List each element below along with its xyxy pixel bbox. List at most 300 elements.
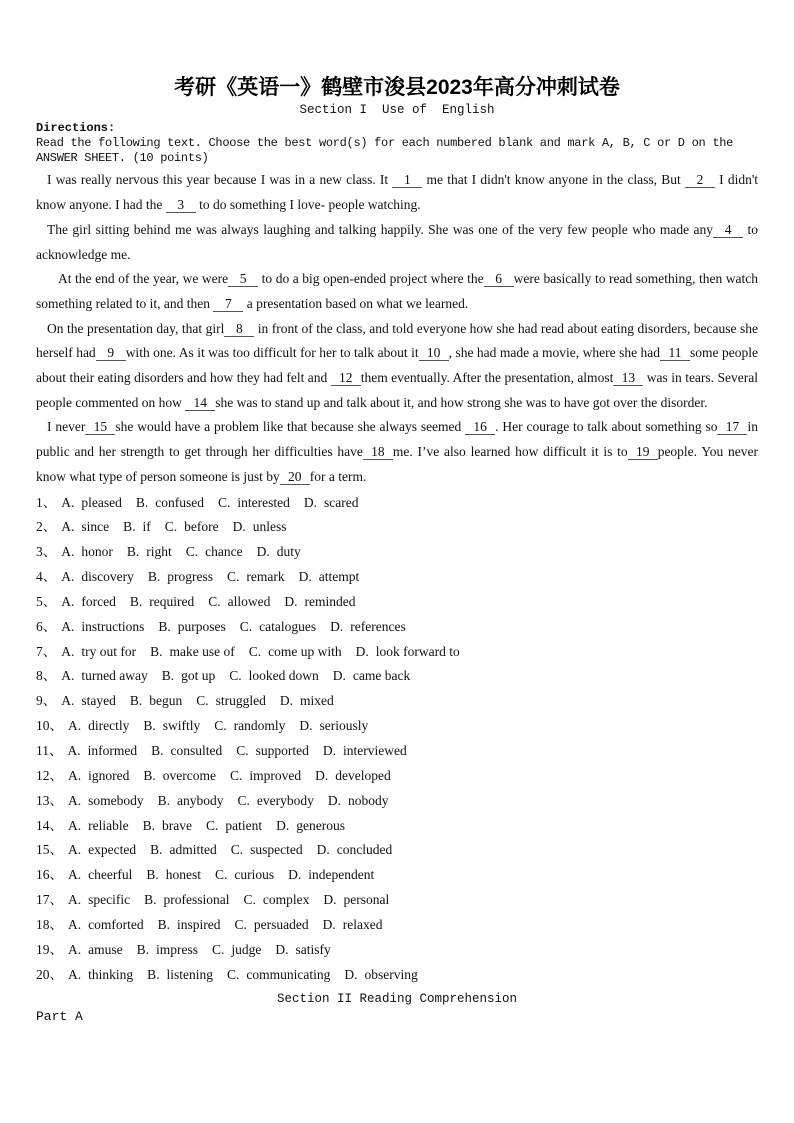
option-text: curious [234,867,275,883]
option-letter: B. [144,892,157,908]
cloze-blank-18: 18 [363,444,393,460]
option-text: expected [88,842,137,858]
option-d [288,867,374,882]
option-letter: A. [68,792,82,808]
option-d [323,743,407,758]
option-letter: B. [150,842,163,858]
option-letter: B. [135,494,149,510]
option-text: right [146,544,172,560]
section2-heading: Section II Reading Comprehension [276,992,518,1007]
option-text: concluded [336,842,393,858]
option-b [162,668,216,683]
option-d [356,644,460,659]
option-letter: B. [136,941,150,957]
option-d [275,942,330,957]
option-letter: A. [68,867,82,883]
option-b [143,818,192,833]
question-row [36,491,758,516]
cloze-blank-8: 8 [224,321,254,337]
option-text: satisfy [295,941,331,957]
option-a [61,594,116,609]
question-number: 1、 [36,494,57,510]
option-b [143,768,216,783]
question-row [36,540,758,565]
option-letter: B. [143,718,156,734]
option-text: seriously [319,718,369,734]
question-row [36,863,758,888]
option-text: references [350,618,406,634]
option-text: unless [252,519,287,535]
option-text: struggled [215,693,266,709]
option-c [227,967,330,982]
option-letter: C. [236,742,249,758]
cloze-blank-6: 6 [484,271,514,287]
option-letter: A. [68,966,82,982]
option-a [61,644,136,659]
question-number: 3、 [36,544,57,560]
question-number: 9、 [36,693,57,709]
cloze-blank-1: 1 [392,172,422,188]
option-a [61,569,134,584]
option-text: got up [181,668,216,684]
passage-paragraph: At the end of the year, we were 5 to do a big open-ended project where the 6 were basically to read something, then watch something related to it, and then 7 a presentation based on what we learned. [36,271,759,311]
option-text: if [142,519,151,535]
option-c [186,544,243,559]
option-text: interested [237,494,290,510]
option-b [150,644,235,659]
option-text: confused [155,494,204,510]
question-row [36,640,758,665]
option-a [68,892,130,907]
option-a [61,693,116,708]
option-text: everybody [256,792,314,808]
option-d [315,768,391,783]
question-number: 18、 [36,916,63,932]
option-text: duty [276,544,301,560]
option-letter: C. [227,569,240,585]
option-letter: A. [61,668,75,684]
option-letter: D. [344,966,358,982]
option-text: make use of [169,643,235,659]
section1-heading: Section I Use of English [299,103,495,117]
option-letter: C. [227,966,240,982]
option-letter: A. [68,842,82,858]
option-d [328,793,389,808]
question-number: 2、 [36,519,57,535]
option-c [165,519,219,534]
passage-paragraph: The girl sitting behind me was always laughing and talking happily. She was one of the very few people who made any 4 to acknowledge me. [36,221,758,262]
option-letter: D. [330,618,344,634]
option-text: came back [352,668,411,684]
option-text: independent [308,867,375,883]
question-number: 20、 [36,966,63,982]
question-number: 6、 [36,618,57,634]
cloze-blank-5: 5 [228,271,258,287]
option-letter: B. [129,593,143,609]
cloze-blank-3: 3 [166,197,196,213]
passage [36,168,758,489]
option-text: remark [246,569,285,585]
directions-label: Directions: [36,121,116,135]
question-row [36,590,758,615]
option-text: pleased [81,494,122,510]
option-letter: B. [161,668,175,684]
cloze-blank-19: 19 [628,444,658,460]
option-a [68,793,144,808]
option-text: supported [255,742,309,758]
option-letter: D. [323,892,337,908]
option-text: directly [88,718,130,734]
option-text: catalogues [259,618,317,634]
option-letter: A. [68,767,82,783]
option-a [61,495,122,510]
option-text: improved [249,767,302,783]
option-text: communicating [246,966,331,982]
option-letter: D. [316,842,330,858]
option-b [144,892,229,907]
option-c [215,867,274,882]
question-row [36,615,758,640]
question-row [36,764,758,789]
option-letter: B. [158,618,171,634]
option-letter: C. [196,693,209,709]
option-text: instructions [81,618,145,634]
option-text: specific [88,892,131,908]
option-letter: B. [143,767,156,783]
option-c [235,917,309,932]
option-text: scared [323,494,359,510]
option-c [238,793,314,808]
question-number: 8、 [36,668,57,684]
option-a [68,967,133,982]
option-c [214,718,285,733]
option-text: admitted [169,842,217,858]
option-letter: C. [229,668,242,684]
option-b [137,942,198,957]
option-a [68,842,136,857]
option-letter: C. [164,519,178,535]
question-row [36,664,758,689]
option-text: somebody [88,792,144,808]
option-c [227,569,285,584]
question-row [36,739,758,764]
option-text: complex [262,892,310,908]
option-letter: B. [150,643,163,659]
option-letter: D. [322,742,337,758]
option-letter: C. [185,544,199,560]
option-text: overcome [162,767,216,783]
option-text: honor [81,544,113,560]
option-letter: A. [61,544,75,560]
part-a-label: Part A [36,1009,83,1025]
option-letter: D. [299,718,313,734]
question-number: 7、 [36,643,57,659]
cloze-blank-2: 2 [685,172,715,188]
cloze-blank-16: 16 [465,419,495,435]
option-text: thinking [88,966,134,982]
option-a [61,519,109,534]
option-letter: B. [129,693,143,709]
option-text: randomly [233,718,286,734]
option-text: observing [364,966,418,982]
option-a [61,619,144,634]
option-letter: D. [315,767,329,783]
option-letter: A. [61,494,75,510]
option-text: inspired [177,916,221,932]
option-a [68,818,129,833]
option-text: progress [167,569,213,585]
option-letter: D. [284,593,298,609]
option-letter: A. [61,643,75,659]
option-text: patient [225,817,263,833]
cloze-blank-14: 14 [185,395,215,411]
option-c [212,942,261,957]
question-row [36,565,758,590]
option-d [323,917,383,932]
option-text: come up with [268,643,342,659]
option-c [249,644,342,659]
option-c [243,892,309,907]
option-text: since [81,519,110,535]
option-text: consulted [170,742,223,758]
option-text: relaxed [342,916,383,932]
option-text: attempt [318,569,360,585]
option-c [218,495,290,510]
option-b [158,917,221,932]
option-b [123,519,151,534]
option-d [280,693,334,708]
question-row [36,938,758,963]
option-text: chance [205,544,243,560]
option-d [323,892,389,907]
option-letter: B. [157,792,171,808]
option-c [230,768,301,783]
cloze-blank-15: 15 [85,419,115,435]
option-letter: D. [332,668,346,684]
option-letter: C. [239,618,253,634]
option-letter: C. [237,792,250,808]
option-text: cheerful [88,867,133,883]
cloze-blank-7: 7 [213,296,243,312]
option-letter: B. [123,519,136,535]
option-letter: C. [230,842,244,858]
option-text: looked down [248,668,319,684]
option-c [196,693,266,708]
option-c [236,743,309,758]
option-letter: A. [61,519,75,535]
question-row [36,689,758,714]
option-letter: B. [147,966,160,982]
option-b [136,495,204,510]
cloze-blank-4: 4 [713,222,743,238]
option-letter: A. [61,693,75,709]
option-text: reliable [88,817,129,833]
page-title: 考研《英语一》鹤壁市浚县2023年高分冲刺试卷 [174,76,620,99]
option-text: personal [343,892,390,908]
directions-body: Read the following text. Choose the best word(s) for each numbered blank and mark A, B, C or D on the ANSWER SHEET. (10 points) [36,136,734,166]
option-letter: C. [205,817,219,833]
option-letter: D. [232,519,246,535]
option-text: amuse [88,941,123,957]
option-text: discovery [81,569,134,585]
option-letter: A. [61,569,75,585]
option-letter: D. [275,941,289,957]
passage-paragraph: I was really nervous this year because I was in a new class. It 1 me that I didn't know anyone in the class, But 2 I didn't know anyone. I had the 3 to do something I love- people watching. [36,172,759,213]
question-number: 19、 [36,941,63,957]
option-letter: D. [355,643,369,659]
option-d [233,519,287,534]
option-text: turned away [81,668,148,684]
option-letter: C. [217,494,231,510]
option-d [299,718,368,733]
option-letter: A. [61,618,75,634]
option-letter: C. [248,643,262,659]
option-text: anybody [177,792,224,808]
question-list [36,491,758,988]
question-row [36,789,758,814]
option-a [68,743,138,758]
option-letter: D. [327,792,342,808]
cloze-blank-17: 17 [717,419,747,435]
question-number: 13、 [36,792,63,808]
option-letter: B. [151,742,164,758]
question-row [36,913,758,938]
cloze-blank-13: 13 [613,370,643,386]
option-text: persuaded [253,916,309,932]
option-b [146,867,201,882]
cloze-blank-20: 20 [280,469,310,485]
option-text: impress [156,941,199,957]
option-text: forced [81,593,116,609]
option-text: nobody [348,792,389,808]
question-number: 4、 [36,569,57,585]
option-text: comforted [88,916,144,932]
question-number: 17、 [36,892,63,908]
option-letter: D. [256,544,270,560]
directions-block [36,121,758,166]
option-text: brave [162,817,192,833]
option-letter: A. [68,941,82,957]
option-text: informed [87,742,138,758]
option-letter: C. [243,892,256,908]
option-letter: D. [298,569,312,585]
question-row [36,888,758,913]
option-b [147,967,213,982]
option-text: begun [149,693,183,709]
cloze-blank-11: 11 [660,345,690,361]
option-text: honest [165,867,201,883]
option-letter: C. [214,867,228,883]
option-letter: C. [234,916,247,932]
option-a [68,718,129,733]
option-b [150,842,217,857]
option-c [206,818,262,833]
option-letter: D. [303,494,317,510]
option-letter: D. [322,916,336,932]
option-text: reminded [304,593,356,609]
question-number: 10、 [36,718,63,734]
option-text: purposes [177,618,226,634]
option-a [61,668,147,683]
option-b [158,793,224,808]
option-text: generous [296,817,345,833]
option-b [143,718,200,733]
option-letter: B. [157,916,170,932]
option-d [299,569,360,584]
option-b [130,594,194,609]
passage-paragraph: I never 15 she would have a problem like that because she always seemed 16 . Her courage to talk about something so 17 in public and her strength to get through her difficulties have 18 me. I’ve also learned how difficult it is to 19 people. You never know what type of person someone is just by 20 for a term. [36,419,758,484]
option-letter: A. [68,916,82,932]
question-number: 11、 [36,742,63,758]
option-c [231,842,303,857]
option-b [148,569,213,584]
option-d [257,544,301,559]
option-text: mixed [300,693,334,709]
option-letter: C. [208,593,221,609]
option-letter: D. [279,693,294,709]
question-number: 15、 [36,842,63,858]
option-a [68,768,129,783]
option-d [276,818,345,833]
question-number: 16、 [36,867,63,883]
question-row [36,515,758,540]
option-a [61,544,113,559]
question-number: 14、 [36,817,63,833]
option-letter: C. [214,718,227,734]
option-letter: B. [146,867,159,883]
option-text: professional [163,892,230,908]
option-text: before [184,519,219,535]
option-letter: A. [61,593,75,609]
option-text: look forward to [375,643,460,659]
option-letter: D. [288,867,302,883]
question-row [36,814,758,839]
option-letter: A. [68,718,82,734]
option-text: allowed [227,593,271,609]
question-row [36,838,758,863]
option-a [68,917,144,932]
option-d [333,668,410,683]
option-b [158,619,225,634]
option-letter: C. [230,767,243,783]
passage-paragraph: On the presentation day, that girl 8 in front of the class, and told everyone how she had read about eating disorders, because she herself had 9 with one. As it was too difficult for her to talk about it 10 , she had made a movie, where she had 11 some people about their eating disorders and how they had felt and 12 them eventually. After the presentation, almost 13 was in tears. Several people commented on how 14 she was to stand up and talk about it, and how strong she was to have got over the disorder. [36,320,758,410]
option-text: listening [166,966,214,982]
question-row [36,714,758,739]
option-d [304,495,359,510]
option-letter: B. [126,544,140,560]
option-letter: C. [212,941,225,957]
option-text: try out for [81,643,137,659]
option-c [229,668,319,683]
option-text: swiftly [162,718,201,734]
cloze-blank-12: 12 [331,370,361,386]
option-d [317,842,393,857]
option-b [151,743,222,758]
option-c [208,594,270,609]
option-text: required [149,593,195,609]
option-text: developed [335,767,391,783]
option-letter: A. [67,742,81,758]
question-row [36,963,758,988]
option-a [68,942,123,957]
option-letter: D. [276,817,290,833]
cloze-blank-10: 10 [419,345,449,361]
question-number: 12、 [36,767,63,783]
option-text: interviewed [343,742,407,758]
option-letter: B. [142,817,155,833]
cloze-blank-9: 9 [96,345,126,361]
option-d [344,967,417,982]
